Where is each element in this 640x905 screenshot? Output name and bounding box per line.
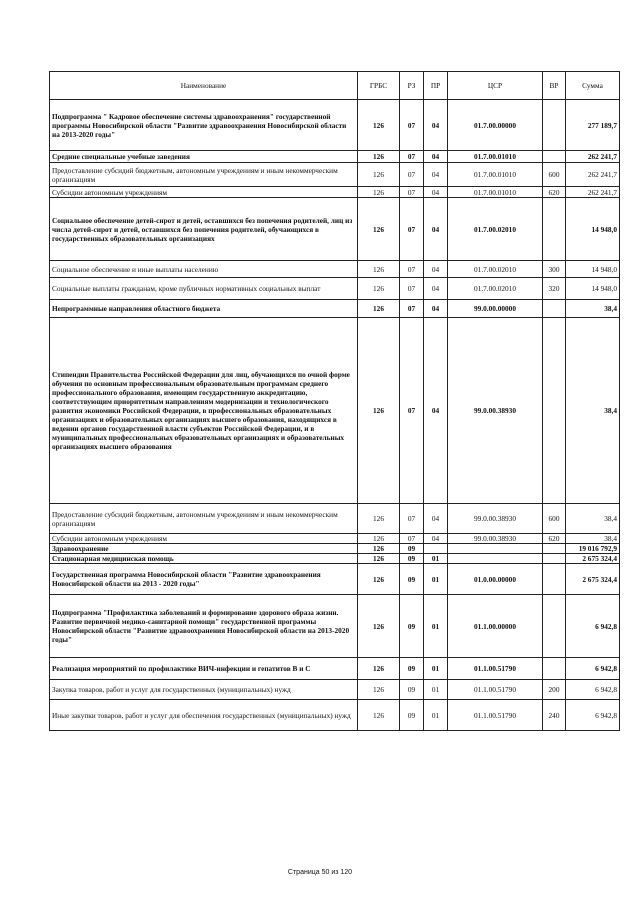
cell-vr <box>543 564 566 595</box>
cell-rz: 07 <box>400 151 424 163</box>
cell-sum: 277 189,7 <box>566 100 620 151</box>
cell-vr <box>543 100 566 151</box>
cell-rz: 07 <box>400 261 424 278</box>
table-row <box>50 261 620 278</box>
table-body <box>50 100 620 731</box>
table-row <box>50 163 620 187</box>
cell-pr: 04 <box>424 198 448 261</box>
table-row <box>50 504 620 534</box>
cell-csr: 01.1.00.51790 <box>448 700 543 731</box>
cell-csr: 01.7.00.00000 <box>448 100 543 151</box>
cell-csr: 01.7.00.02010 <box>448 261 543 278</box>
cell-vr: 600 <box>543 504 566 534</box>
header-sum: Сумма <box>566 72 620 100</box>
cell-name: Закупка товаров, работ и услуг для государственных (муниципальных) нужд <box>50 680 358 700</box>
cell-sum: 38,4 <box>566 318 620 504</box>
cell-grbs: 126 <box>358 100 400 151</box>
cell-pr: 04 <box>424 100 448 151</box>
cell-rz: 09 <box>400 595 424 658</box>
cell-csr: 01.0.00.00000 <box>448 564 543 595</box>
cell-pr: 04 <box>424 300 448 318</box>
cell-sum: 6 942,8 <box>566 658 620 680</box>
cell-pr <box>424 544 448 554</box>
cell-vr <box>543 300 566 318</box>
cell-pr: 04 <box>424 534 448 544</box>
table-row <box>50 100 620 151</box>
cell-pr: 01 <box>424 680 448 700</box>
cell-vr: 320 <box>543 278 566 300</box>
header-grbs: ГРБС <box>358 72 400 100</box>
cell-vr <box>543 318 566 504</box>
cell-rz: 07 <box>400 300 424 318</box>
cell-csr: 01.7.00.02010 <box>448 198 543 261</box>
cell-sum: 262 241,7 <box>566 151 620 163</box>
cell-pr: 04 <box>424 504 448 534</box>
table-row <box>50 700 620 731</box>
cell-grbs: 126 <box>358 151 400 163</box>
cell-vr: 200 <box>543 680 566 700</box>
cell-csr <box>448 554 543 564</box>
cell-pr: 04 <box>424 318 448 504</box>
cell-csr <box>448 544 543 554</box>
cell-sum: 38,4 <box>566 534 620 544</box>
cell-rz: 07 <box>400 278 424 300</box>
cell-rz: 07 <box>400 163 424 187</box>
cell-vr: 620 <box>543 187 566 198</box>
cell-grbs: 126 <box>358 680 400 700</box>
cell-pr: 01 <box>424 564 448 595</box>
table-row <box>50 544 620 554</box>
cell-vr <box>543 595 566 658</box>
cell-csr: 01.1.00.51790 <box>448 658 543 680</box>
cell-csr: 99.0.00.38930 <box>448 318 543 504</box>
cell-pr: 01 <box>424 554 448 564</box>
cell-sum: 262 241,7 <box>566 163 620 187</box>
cell-pr: 01 <box>424 658 448 680</box>
cell-name: Государственная программа Новосибирской области "Развитие здравоохранения Новосибирской области на 2013 - 2020 годы" <box>50 564 358 595</box>
cell-sum: 38,4 <box>566 300 620 318</box>
cell-pr: 04 <box>424 261 448 278</box>
cell-name: Подпрограмма "Профилактика заболеваний и формирование здорового образа жизни. Развитие первичной медико-санитарной помощи" государственной программы Новосибирской области "Развитие здравоохранения Новосибирской области на 2013-2020 годы" <box>50 595 358 658</box>
cell-name: Стипендии Правительства Российской Федерации для лиц, обучающихся по очной форме обучения по основным профессиональным образовательным программам среднего профессионального образования, имеющим государственную аккредитацию, соответствующим приоритетным направлениям модернизации и технологического развития экономики Российской Федерации, в профессиональных образовательных организациях и образовательных организациях высшего образования, находящихся в ведении органов государственной власти субъектов Российской Федерации, и в муниципальных профессиональных образовательных организациях и образовательных организациях высшего образования <box>50 318 358 504</box>
table-row <box>50 187 620 198</box>
cell-grbs: 126 <box>358 595 400 658</box>
cell-csr: 01.1.00.00000 <box>448 595 543 658</box>
cell-name: Подпрограмма " Кадровое обеспечение системы здравоохранения" государственной программы Новосибирской области "Развитие здравоохранения Новосибирской области на 2013-2020 годы" <box>50 100 358 151</box>
cell-rz: 07 <box>400 198 424 261</box>
cell-grbs: 126 <box>358 658 400 680</box>
cell-rz: 09 <box>400 700 424 731</box>
cell-rz: 07 <box>400 100 424 151</box>
cell-csr: 99.0.00.38930 <box>448 534 543 544</box>
table-row <box>50 278 620 300</box>
cell-sum: 2 675 324,4 <box>566 564 620 595</box>
budget-table <box>49 71 620 731</box>
cell-vr: 240 <box>543 700 566 731</box>
cell-pr: 01 <box>424 700 448 731</box>
cell-name: Здравоохранение <box>50 544 358 554</box>
cell-name: Реализация мероприятий по профилактике ВИЧ-инфекции и гепатитов В и С <box>50 658 358 680</box>
cell-name: Социальные выплаты гражданам, кроме публичных нормативных социальных выплат <box>50 278 358 300</box>
cell-grbs: 126 <box>358 564 400 595</box>
cell-sum: 14 948,0 <box>566 198 620 261</box>
header-name: Наименование <box>50 72 358 100</box>
cell-name: Социальное обеспечение детей-сирот и детей, оставшихся без попечения родителей, лиц из числа детей-сирот и детей, оставшихся без попечения родителей, обучающихся в государственных образовательных организациях <box>50 198 358 261</box>
cell-pr: 04 <box>424 278 448 300</box>
table-row <box>50 198 620 261</box>
cell-sum: 262 241,7 <box>566 187 620 198</box>
cell-sum: 2 675 324,4 <box>566 554 620 564</box>
cell-csr: 01.7.00.01010 <box>448 151 543 163</box>
cell-grbs: 126 <box>358 544 400 554</box>
header-rz: РЗ <box>400 72 424 100</box>
cell-vr <box>543 658 566 680</box>
header-pr: ПР <box>424 72 448 100</box>
cell-rz: 07 <box>400 187 424 198</box>
table-row <box>50 534 620 544</box>
cell-vr <box>543 198 566 261</box>
cell-grbs: 126 <box>358 278 400 300</box>
cell-csr: 99.0.00.00000 <box>448 300 543 318</box>
cell-name: Непрограммные направления областного бюджета <box>50 300 358 318</box>
cell-sum: 19 016 792,9 <box>566 544 620 554</box>
cell-pr: 04 <box>424 151 448 163</box>
cell-sum: 6 942,8 <box>566 595 620 658</box>
table-row <box>50 300 620 318</box>
cell-csr: 01.1.00.51790 <box>448 680 543 700</box>
cell-grbs: 126 <box>358 534 400 544</box>
cell-csr: 01.7.00.02010 <box>448 278 543 300</box>
cell-rz: 09 <box>400 564 424 595</box>
cell-grbs: 126 <box>358 261 400 278</box>
cell-name: Субсидии автономным учреждениям <box>50 534 358 544</box>
cell-vr <box>543 151 566 163</box>
cell-name: Предоставление субсидий бюджетным, автономным учреждениям и иным некоммерческим организациям <box>50 504 358 534</box>
cell-sum: 6 942,8 <box>566 700 620 731</box>
cell-pr: 01 <box>424 595 448 658</box>
cell-sum: 38,4 <box>566 504 620 534</box>
cell-vr <box>543 544 566 554</box>
cell-rz: 07 <box>400 534 424 544</box>
cell-rz: 09 <box>400 554 424 564</box>
cell-pr: 04 <box>424 187 448 198</box>
cell-grbs: 126 <box>358 504 400 534</box>
cell-sum: 14 948,0 <box>566 278 620 300</box>
cell-grbs: 126 <box>358 300 400 318</box>
table-row <box>50 554 620 564</box>
cell-csr: 01.7.00.01010 <box>448 187 543 198</box>
cell-pr: 04 <box>424 163 448 187</box>
cell-rz: 09 <box>400 658 424 680</box>
cell-name: Предоставление субсидий бюджетным, автономным учреждениям и иным некоммерческим организациям <box>50 163 358 187</box>
cell-rz: 09 <box>400 680 424 700</box>
cell-vr: 620 <box>543 534 566 544</box>
table-row <box>50 658 620 680</box>
cell-name: Иные закупки товаров, работ и услуг для обеспечения государственных (муниципальных) нужд <box>50 700 358 731</box>
cell-csr: 99.0.00.38930 <box>448 504 543 534</box>
cell-grbs: 126 <box>358 554 400 564</box>
header-csr: ЦСР <box>448 72 543 100</box>
cell-name: Средние специальные учебные заведения <box>50 151 358 163</box>
table-row <box>50 680 620 700</box>
cell-vr: 300 <box>543 261 566 278</box>
cell-vr <box>543 554 566 564</box>
cell-grbs: 126 <box>358 198 400 261</box>
cell-name: Стационарная медицинская помощь <box>50 554 358 564</box>
cell-grbs: 126 <box>358 187 400 198</box>
table-row <box>50 595 620 658</box>
cell-grbs: 126 <box>358 318 400 504</box>
cell-rz: 09 <box>400 544 424 554</box>
cell-rz: 07 <box>400 318 424 504</box>
header-vr: ВР <box>543 72 566 100</box>
cell-rz: 07 <box>400 504 424 534</box>
cell-sum: 14 948,0 <box>566 261 620 278</box>
table-row <box>50 564 620 595</box>
cell-vr: 600 <box>543 163 566 187</box>
table-header-row <box>50 72 620 100</box>
page-footer: Страница 50 из 120 <box>287 869 353 876</box>
cell-name: Субсидии автономным учреждениям <box>50 187 358 198</box>
table-row <box>50 318 620 504</box>
table-row <box>50 151 620 163</box>
cell-sum: 6 942,8 <box>566 680 620 700</box>
cell-name: Социальное обеспечение и иные выплаты населению <box>50 261 358 278</box>
cell-grbs: 126 <box>358 700 400 731</box>
cell-csr: 01.7.00.01010 <box>448 163 543 187</box>
cell-grbs: 126 <box>358 163 400 187</box>
